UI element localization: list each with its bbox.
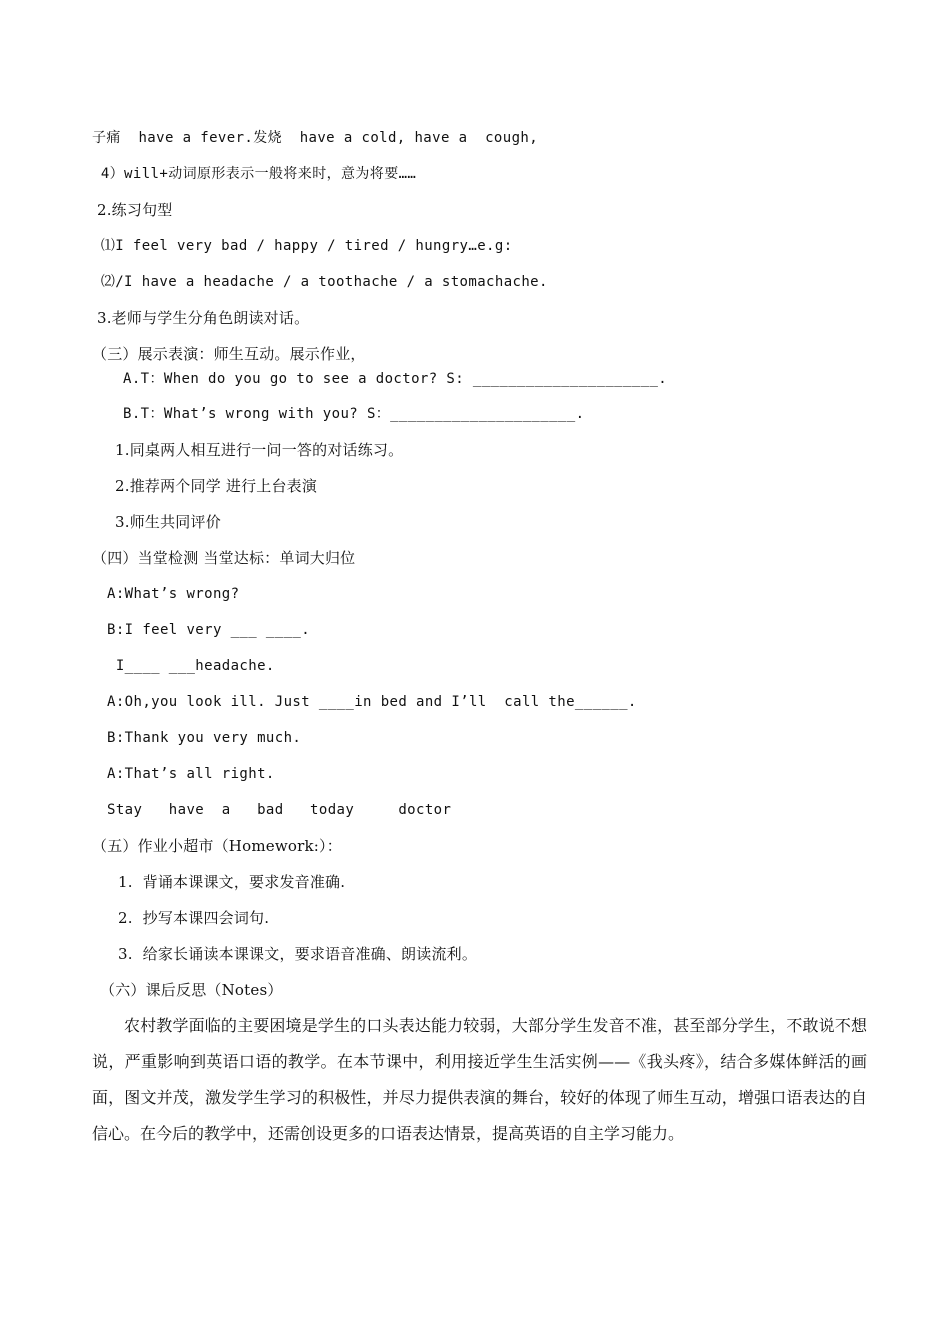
section-heading-test: （四）当堂检测 当堂达标：单词大归位 [92,549,356,567]
dialogue-line-3: I____ ___headache. [107,658,275,674]
activity-step-1: 1.同桌两人相互进行一问一答的对话练习。 [115,441,404,459]
dialogue-line-5: B:Thank you very much. [107,730,302,746]
sentence-pattern-2: ⑵/I have a headache / a toothache / a stomachache. [92,274,548,290]
sentence-pattern-1: ⑴I feel very bad / happy / tired / hungry…e.g: [92,238,513,254]
dialogue-line-1: A:What’s wrong? [107,586,240,602]
roleplay-step: 3.老师与学生分角色朗读对话。 [92,309,310,327]
homework-item-1: 1. 背诵本课课文，要求发音准确. [118,873,346,891]
grammar-note: 4）will+动词原形表示一般将来时，意为将要…… [92,166,417,182]
homework-item-2: 2. 抄写本课四会词句. [118,909,270,927]
dialogue-prompt-b: B.T：What’s wrong with you? S：_____________________. [123,406,585,422]
activity-step-3: 3.师生共同评价 [115,513,221,531]
word-bank: Stay have a bad today doctor [107,802,452,818]
section-heading-performance: （三）展示表演：师生互动。展示作业， [92,345,366,363]
activity-step-2: 2.推荐两个同学 进行上台表演 [115,477,318,495]
reflection-paragraph: 农村教学面临的主要困境是学生的口头表达能力较弱，大部分学生发音不准，甚至部分学生，不敢说不想说，严重影响到英语口语的教学。在本节课中，利用接近学生生活实例——《我头疼》，结合多媒体鲜活的画面，图文并茂，激发学生学习的积极性，并尽力提供表演的舞台，较好的体现了师生互动，增强口语表达的自信心。在今后的教学中，还需创设更多的口语表达情景，提高英语的自主学习能力。 [92,1016,867,1143]
dialogue-line-4: A:Oh,you look ill. Just ____in bed and I’ll call the______. [107,694,637,710]
dialogue-line-6: A:That’s all right. [107,766,275,782]
section-heading-practice: 2.练习句型 [92,201,173,219]
section-heading-notes: （六）课后反思（Notes） [100,981,283,999]
homework-item-3: 3. 给家长诵读本课课文，要求语音准确、朗读流利。 [118,945,478,963]
vocab-line: 子痛 have a fever.发烧 have a cold, have a cough, [92,130,539,146]
dialogue-line-2: B:I feel very ___ ____. [107,622,311,638]
section-heading-homework: （五）作业小超市（Homework:）： [92,837,342,855]
dialogue-prompt-a: A.T：When do you go to see a doctor? S: _____________________. [123,371,668,387]
